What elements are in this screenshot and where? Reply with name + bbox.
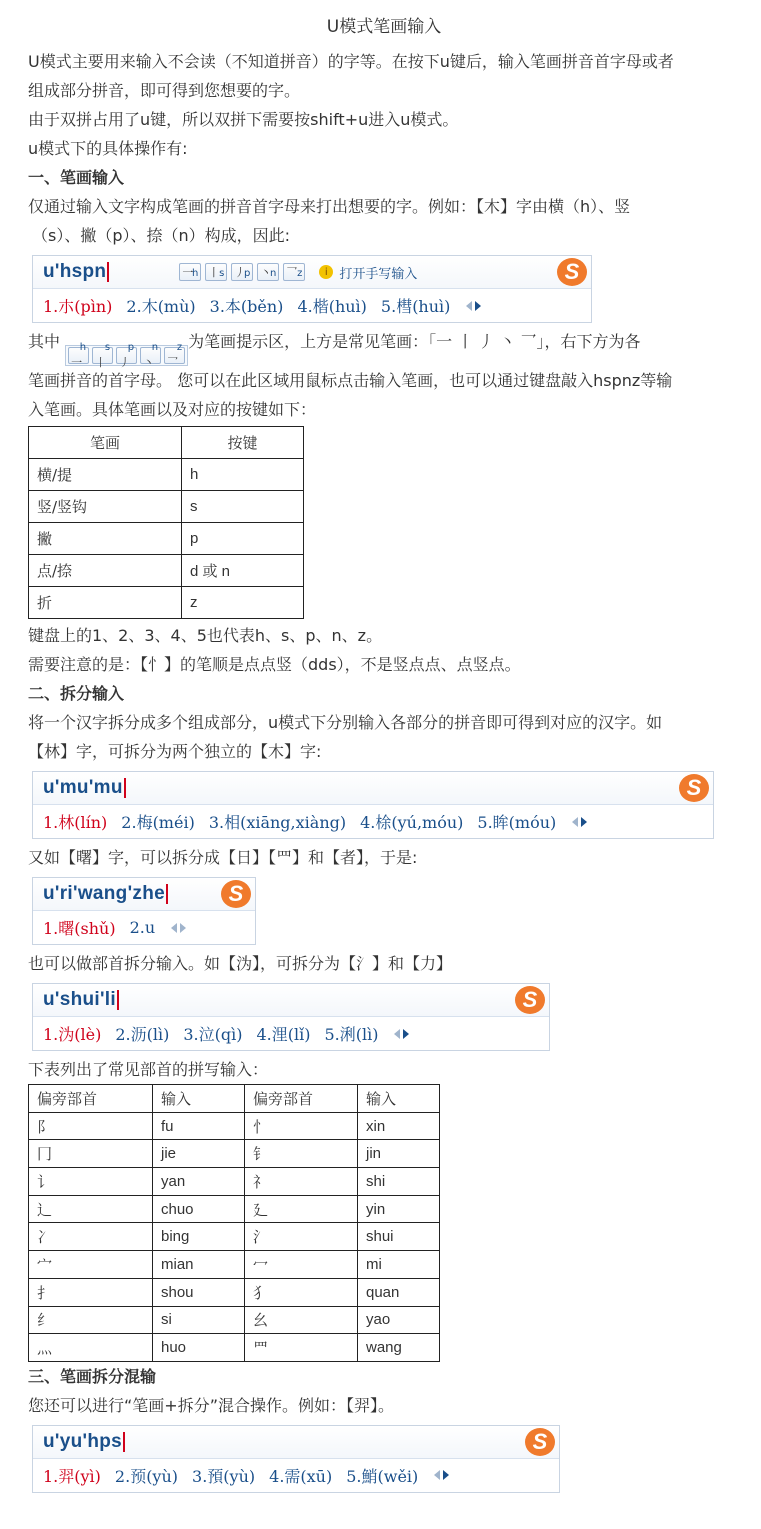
ime-input-text: u'hspn	[43, 261, 107, 282]
candidate-item[interactable]: 3.相(xiāng,xiàng)	[208, 813, 347, 832]
ime-input-text: u'yu'hps	[43, 1430, 122, 1452]
section-heading: 二、拆分输入	[28, 684, 125, 703]
candidate-item[interactable]: 2.木(mù)	[126, 297, 196, 316]
table-row: 竖/竖钩 s	[29, 491, 304, 523]
candidate-item[interactable]: 2.u	[129, 918, 156, 937]
candidate-item[interactable]: 2.预(yù)	[114, 1466, 179, 1486]
candidate-item[interactable]: 4.楷(huì)	[297, 297, 367, 316]
table-header: 偏旁部首	[245, 1085, 358, 1113]
table-header: 按键	[182, 427, 304, 459]
stroke-key: 丶 n	[140, 347, 161, 364]
sogou-logo-icon: S	[679, 774, 709, 802]
page-title: U模式笔画输入	[326, 17, 442, 37]
table-row: 阝 fu 忄 xin	[29, 1112, 440, 1140]
next-page-icon[interactable]	[475, 301, 481, 311]
stroke-hint-area	[179, 263, 305, 281]
next-page-icon[interactable]	[581, 817, 587, 827]
ime-composition-bar	[33, 256, 591, 289]
candidate-item[interactable]: 5.鮹(wěi)	[346, 1466, 419, 1486]
candidate-item[interactable]: 2.沥(lì)	[115, 1025, 170, 1044]
paragraph: 需要注意的是：【忄】的笔顺是点点竖（dds），不是竖点点、点竖点。	[28, 655, 521, 674]
table-header: 笔画	[29, 427, 182, 459]
article	[28, 16, 740, 1497]
handwrite-icon: i	[319, 265, 333, 279]
candidate-item[interactable]: 1.林(lín)	[43, 813, 108, 832]
candidate-item[interactable]: 5.浰(lì)	[324, 1025, 379, 1044]
stroke-key: 一 h	[68, 347, 89, 364]
candidate-item[interactable]: 2.梅(méi)	[121, 813, 195, 832]
sogou-logo-icon: S	[525, 1428, 555, 1456]
table-row: 点/捺 d 或 n	[29, 555, 304, 587]
ime-candidate-list	[33, 289, 591, 322]
table-row: 纟 si 幺 yao	[29, 1306, 440, 1334]
table-row: 横/提 h	[29, 459, 304, 491]
prev-page-icon[interactable]	[572, 817, 578, 827]
stroke-key-button[interactable]: 丶 n	[257, 263, 279, 281]
paragraph: 也可以做部首拆分输入。如【沩】，可拆分为【氵】和【力】	[28, 954, 453, 973]
candidate-item[interactable]: 3.預(yù)	[192, 1466, 256, 1486]
paragraph: 其中 一 h 丨 s 丿 p 丶 n 乛 z 为笔画提示区，上方是常见笔画：「一 丨 丿 丶 乛」，右下方为各	[28, 332, 641, 369]
ime-candidate-list	[33, 1459, 559, 1492]
paragraph: 下表列出了常见部首的拼写输入：	[28, 1060, 269, 1079]
paragraph: 【林】字，可拆分为两个独立的【木】字:	[28, 742, 322, 761]
text-cursor	[124, 778, 126, 798]
candidate-item[interactable]: 3.本(běn)	[209, 297, 284, 316]
radical-table	[28, 1084, 440, 1362]
stroke-key-button[interactable]: 丨 s	[205, 263, 227, 281]
page-arrows[interactable]	[171, 923, 186, 933]
text-cursor	[107, 262, 109, 282]
paragraph: 入笔画。具体笔画以及对应的按键如下：	[28, 400, 317, 419]
table-row: 扌 shou 犭 quan	[29, 1278, 440, 1306]
ime-composition-bar	[33, 984, 549, 1017]
table-row: 撇 p	[29, 523, 304, 555]
intro-line: u模式下的具体操作有:	[28, 139, 188, 158]
ime-candidate-window	[32, 1425, 560, 1493]
ime-composition-bar	[33, 1426, 559, 1459]
intro-line: 由于双拼占用了u键，所以双拼下需要按shift+u进入u模式。	[28, 110, 459, 129]
ime-candidate-list	[33, 805, 713, 838]
next-page-icon[interactable]	[443, 1470, 449, 1480]
candidate-item[interactable]: 1.朩(pìn)	[43, 297, 113, 316]
intro-line: U模式主要用来输入不会读（不知道拼音）的字等。在按下u键后，输入笔画拼音首字母或者	[28, 52, 674, 71]
text-cursor	[117, 990, 119, 1010]
paragraph: （s）、撇（p）、捺（n）构成，因此:	[32, 226, 291, 245]
candidate-item[interactable]: 5.槥(huì)	[380, 297, 451, 316]
text-cursor	[123, 1432, 125, 1452]
table-header: 偏旁部首	[29, 1085, 153, 1113]
candidate-item[interactable]: 5.眸(móu)	[477, 813, 557, 832]
sogou-logo-icon: S	[515, 986, 545, 1014]
ime-composition-bar	[33, 772, 713, 805]
table-row: 辶 chuo 廴 yin	[29, 1195, 440, 1223]
ime-candidate-window	[32, 255, 592, 323]
section-heading: 一、笔画输入	[28, 168, 125, 187]
table-row: 灬 huo 罒 wang	[29, 1334, 440, 1362]
next-page-icon[interactable]	[180, 923, 186, 933]
ime-candidate-list	[33, 1017, 549, 1050]
page-arrows[interactable]	[434, 1470, 449, 1480]
ime-input-text: u'ri'wang'zhe	[43, 883, 165, 904]
candidate-item[interactable]: 1.沩(lè)	[43, 1025, 102, 1044]
sogou-logo-icon: S	[221, 880, 251, 908]
stroke-key: 丨 s	[92, 347, 113, 364]
table-header: 输入	[153, 1085, 245, 1113]
table-row: 宀 mian 冖 mi	[29, 1251, 440, 1279]
candidate-item[interactable]: 4.需(xū)	[269, 1466, 333, 1486]
prev-page-icon[interactable]	[394, 1029, 400, 1039]
ime-candidate-window	[32, 983, 550, 1051]
stroke-key-button[interactable]: 一 h	[179, 263, 201, 281]
table-row: 讠 yan 礻 shi	[29, 1168, 440, 1196]
ime-candidate-window	[32, 771, 714, 839]
ime-candidate-list	[33, 911, 255, 944]
ime-input-text: u'shui'li	[43, 989, 116, 1010]
candidate-item[interactable]: 3.泣(qì)	[183, 1025, 243, 1044]
paragraph: 又如【曙】字，可以拆分成【日】【罒】和【者】，于是:	[28, 848, 418, 867]
candidate-item[interactable]: 1.曙(shǔ)	[43, 919, 116, 938]
stroke-key: 乛 z	[164, 347, 185, 364]
prev-page-icon[interactable]	[466, 301, 472, 311]
candidate-item[interactable]: 4.浬(lǐ)	[256, 1025, 311, 1044]
text-cursor	[166, 884, 168, 904]
candidate-item[interactable]: 1.羿(yì)	[43, 1466, 101, 1486]
candidate-item[interactable]: 4.梌(yú,móu)	[360, 813, 464, 832]
stroke-key: 丿 p	[116, 347, 137, 364]
paragraph: 仅通过输入文字构成笔画的拼音首字母来打出想要的字。例如：【木】字由横（h）、竖	[28, 197, 631, 216]
page-arrows[interactable]	[466, 301, 481, 311]
page-arrows[interactable]	[572, 817, 587, 827]
next-page-icon[interactable]	[403, 1029, 409, 1039]
table-header: 输入	[358, 1085, 440, 1113]
stroke-key-button[interactable]: 乛 z	[283, 263, 305, 281]
ime-input-text: u'mu'mu	[43, 777, 123, 798]
paragraph: 将一个汉字拆分成多个组成部分，u模式下分别输入各部分的拼音即可得到对应的汉字。如	[28, 713, 663, 732]
paragraph: 键盘上的1、2、3、4、5也代表h、s、p、n、z。	[28, 626, 383, 645]
section-heading: 三、笔画拆分混输	[28, 1366, 157, 1386]
handwrite-link[interactable]: i 打开手写输入	[319, 263, 417, 282]
stroke-key-table	[28, 426, 304, 619]
stroke-key-button[interactable]: 丿 p	[231, 263, 253, 281]
ime-candidate-window	[32, 877, 256, 945]
stroke-hint-image	[65, 342, 188, 369]
table-row: 折 z	[29, 587, 304, 619]
table-row: 冂 jie 钅 jin	[29, 1140, 440, 1168]
table-row: 冫 bing 氵 shui	[29, 1223, 440, 1251]
sogou-logo-icon: S	[557, 258, 587, 286]
prev-page-icon[interactable]	[171, 923, 177, 933]
intro-line: 组成部分拼音，即可得到您想要的字。	[28, 81, 301, 100]
paragraph: 笔画拼音的首字母。 您可以在此区域用鼠标点击输入笔画，也可以通过键盘敲入hspnz等输	[28, 371, 673, 390]
prev-page-icon[interactable]	[434, 1470, 440, 1480]
paragraph: 您还可以进行“笔画+拆分”混合操作。例如：【羿】。	[28, 1395, 394, 1415]
page-arrows[interactable]	[394, 1029, 409, 1039]
